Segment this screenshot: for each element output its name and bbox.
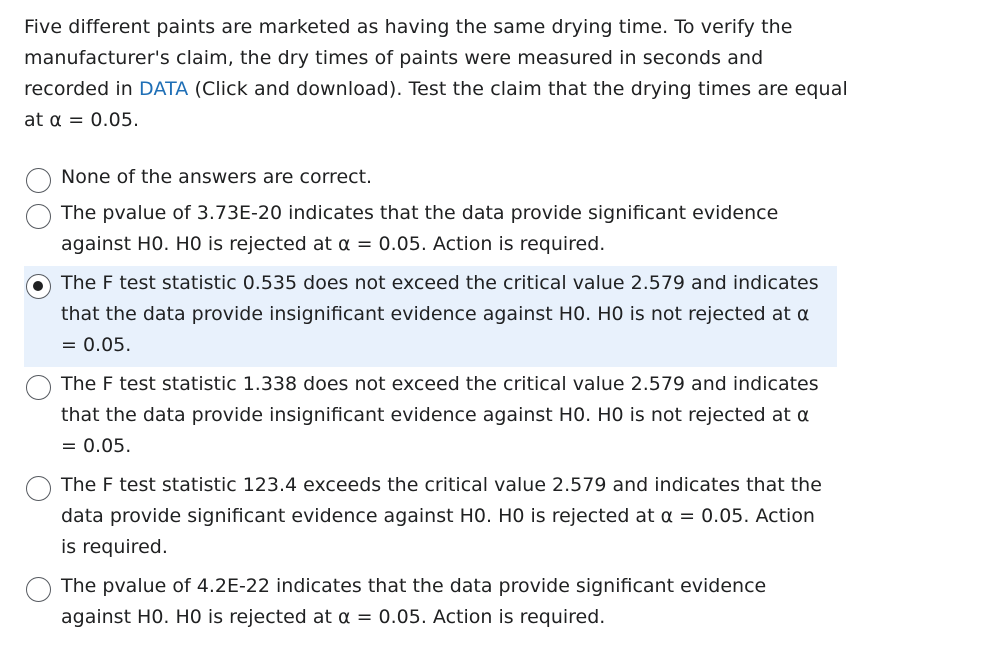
radio-button-6[interactable]	[26, 577, 51, 602]
question-text	[24, 12, 854, 136]
radio-selected-dot	[33, 281, 43, 291]
question-text-after-link: (Click and download). Test the claim that the drying times are equal at α = 0.05.	[24, 78, 848, 131]
answer-option-label-1: None of the answers are correct.	[61, 166, 373, 188]
question-text-before-link: Five different paints are marketed as having the same drying time. To verify the manufacturer's claim, the dry times of paints were measured in seconds and recorded in	[24, 16, 793, 100]
data-download-link[interactable]: DATA	[139, 78, 189, 100]
radio-button-1[interactable]	[26, 168, 51, 193]
answer-option-5[interactable]	[24, 468, 837, 569]
answer-option-1[interactable]	[24, 160, 837, 196]
answer-option-6[interactable]	[24, 569, 837, 635]
answer-option-label-5: The F test statistic 123.4 exceeds the critical value 2.579 and indicates that the data provide significant evidence against H0. H0 is rejected at α = 0.05. Action is required.	[61, 474, 822, 558]
answer-option-4[interactable]	[24, 367, 837, 468]
answer-options	[24, 160, 837, 635]
answer-option-2[interactable]	[24, 196, 837, 266]
answer-option-label-6: The pvalue of 4.2E-22 indicates that the data provide significant evidence against H0. H0 is rejected at α = 0.05. Action is required.	[61, 575, 767, 628]
radio-button-2[interactable]	[26, 204, 51, 229]
answer-option-label-2: The pvalue of 3.73E-20 indicates that the data provide significant evidence against H0. H0 is rejected at α = 0.05. Action is required.	[61, 202, 779, 255]
answer-option-label-3: The F test statistic 0.535 does not exceed the critical value 2.579 and indicates that the data provide insignificant evidence against H0. H0 is not rejected at α = 0.05.	[61, 272, 819, 356]
answer-option-label-4: The F test statistic 1.338 does not exceed the critical value 2.579 and indicates that the data provide insignificant evidence against H0. H0 is not rejected at α = 0.05.	[61, 373, 819, 457]
answer-option-3[interactable]	[24, 266, 837, 367]
radio-button-4[interactable]	[26, 375, 51, 400]
radio-button-5[interactable]	[26, 476, 51, 501]
radio-button-3-selected[interactable]	[26, 274, 51, 299]
